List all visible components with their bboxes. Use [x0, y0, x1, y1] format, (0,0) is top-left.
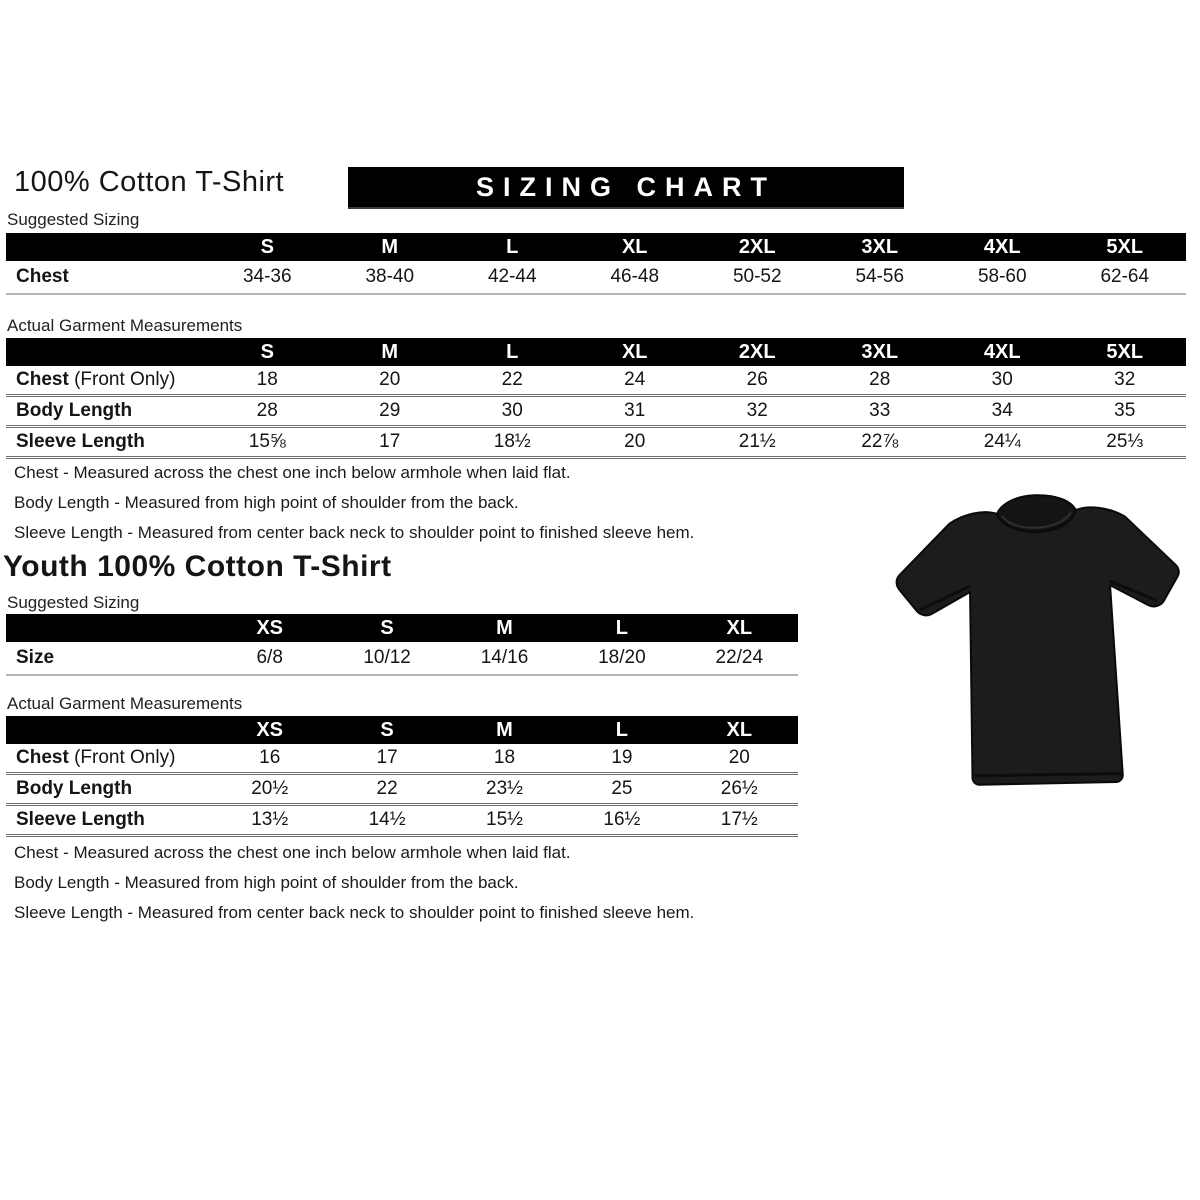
row-label: Chest	[16, 266, 69, 287]
note-body-length: Body Length - Measured from high point of shoulder from the back.	[14, 493, 519, 512]
youth-suggested-sizing-label: Suggested Sizing	[7, 593, 140, 612]
row-label: Size	[16, 647, 55, 668]
size-header-cell: 4XL	[983, 340, 1021, 363]
value-cell: 13½	[251, 809, 289, 830]
size-header-cell: 5XL	[1106, 235, 1144, 258]
value-cell: 32	[746, 400, 768, 421]
value-cell: 22⅞	[861, 431, 899, 452]
value-cell: 31	[624, 400, 646, 421]
value-cell: 28	[869, 369, 891, 390]
value-cell: 21½	[738, 431, 776, 452]
value-cell: 20	[728, 747, 750, 768]
value-cell: 25	[611, 778, 633, 799]
note-chest: Chest - Measured across the chest one inch below armhole when laid flat.	[14, 843, 571, 862]
size-header-cell: S	[260, 235, 274, 258]
black-tshirt-image	[884, 478, 1194, 813]
size-header-cell: 3XL	[861, 340, 899, 363]
size-header-cell: S	[380, 616, 394, 639]
value-cell: 38-40	[365, 266, 415, 287]
size-header-cell: S	[260, 340, 274, 363]
note-sleeve-length: Sleeve Length - Measured from center back neck to shoulder point to finished sleeve hem.	[14, 903, 695, 922]
size-header-cell: M	[381, 340, 399, 363]
table-row	[6, 261, 1186, 295]
youth-measurements-table	[6, 716, 798, 837]
size-header-cell: S	[380, 718, 394, 741]
adult-actual-measurements-label: Actual Garment Measurements	[7, 316, 243, 335]
size-header-cell: 4XL	[983, 235, 1021, 258]
value-cell: 35	[1114, 400, 1136, 421]
size-header-cell: L	[506, 235, 519, 258]
value-cell: 50-52	[732, 266, 782, 287]
adult-measurement-notes	[14, 458, 694, 548]
size-header-cell: M	[496, 718, 513, 741]
value-cell: 46-48	[610, 266, 660, 287]
size-header-cell: XL	[621, 235, 648, 258]
value-cell: 34	[991, 400, 1013, 421]
value-cell: 14½	[368, 809, 406, 830]
value-cell: 32	[1114, 369, 1136, 390]
size-header-cell: 2XL	[738, 235, 776, 258]
note-body-length: Body Length - Measured from high point of shoulder from the back.	[14, 873, 519, 892]
value-cell: 23½	[486, 778, 523, 799]
value-cell: 25⅓	[1106, 431, 1144, 452]
row-label: Sleeve Length	[16, 431, 145, 452]
size-header-cell: 5XL	[1106, 340, 1144, 363]
size-header-cell: XL	[726, 718, 753, 741]
value-cell: 18	[493, 747, 516, 768]
table-row	[6, 394, 1186, 425]
value-cell: 26½	[720, 778, 758, 799]
tshirt-graphic	[884, 478, 1194, 813]
value-cell: 26	[746, 369, 768, 390]
value-cell: 15⅝	[248, 431, 286, 452]
value-cell: 29	[379, 400, 401, 421]
table-header-row	[6, 233, 1186, 261]
value-cell: 20	[379, 369, 401, 390]
adult-measurements-table	[6, 338, 1186, 459]
table-header-row	[6, 716, 798, 744]
value-cell: 15½	[486, 809, 523, 830]
value-cell: 10/12	[363, 647, 411, 668]
value-cell: 22	[501, 369, 523, 390]
page-title: 100% Cotton T-Shirt	[14, 166, 285, 198]
size-header-cell: XL	[621, 340, 648, 363]
table-row	[6, 642, 798, 676]
row-label: Body Length	[16, 400, 133, 421]
table-row	[6, 772, 798, 803]
row-label: Chest (Front Only)	[16, 369, 176, 390]
value-cell: 18	[256, 369, 278, 390]
value-cell: 30	[991, 369, 1013, 390]
value-cell: 20	[624, 431, 646, 452]
youth-page-title: Youth 100% Cotton T-Shirt	[3, 550, 392, 583]
value-cell: 16	[259, 747, 281, 768]
size-header-cell: 2XL	[738, 340, 776, 363]
table-row	[6, 425, 1186, 456]
value-cell: 22	[376, 778, 398, 799]
row-label: Chest (Front Only)	[16, 747, 176, 768]
value-cell: 6/8	[256, 647, 283, 668]
value-cell: 33	[869, 400, 891, 421]
value-cell: 24¼	[983, 431, 1021, 452]
size-header-cell: 3XL	[861, 235, 899, 258]
row-label: Body Length	[16, 778, 133, 799]
size-header-cell: L	[615, 718, 628, 741]
value-cell: 19	[611, 747, 633, 768]
table-row	[6, 744, 798, 772]
note-chest: Chest - Measured across the chest one inch below armhole when laid flat.	[14, 463, 571, 482]
value-cell: 24	[624, 369, 646, 390]
youth-suggested-table	[6, 614, 798, 676]
adult-suggested-sizing-label: Suggested Sizing	[7, 210, 140, 229]
value-cell: 16½	[603, 809, 641, 830]
table-row	[6, 366, 1186, 394]
value-cell: 17½	[720, 809, 758, 830]
sizing-chart-banner: SIZING CHART	[348, 167, 904, 209]
size-header-cell: XS	[256, 718, 284, 741]
value-cell: 58-60	[977, 266, 1027, 287]
row-label: Sleeve Length	[16, 809, 145, 830]
note-sleeve-length: Sleeve Length - Measured from center back neck to shoulder point to finished sleeve hem.	[14, 523, 695, 542]
size-header-cell: L	[506, 340, 519, 363]
value-cell: 28	[256, 400, 278, 421]
value-cell: 17	[379, 431, 401, 452]
value-cell: 34-36	[242, 266, 292, 287]
size-header-cell: M	[496, 616, 513, 639]
size-header-cell: M	[381, 235, 399, 258]
size-header-cell: XS	[256, 616, 284, 639]
value-cell: 42-44	[487, 266, 537, 287]
value-cell: 17	[376, 747, 398, 768]
table-row	[6, 803, 798, 834]
value-cell: 62-64	[1100, 266, 1150, 287]
value-cell: 22/24	[715, 647, 764, 668]
youth-actual-measurements-label: Actual Garment Measurements	[7, 694, 243, 713]
table-header-row	[6, 338, 1186, 366]
value-cell: 18½	[493, 431, 531, 452]
value-cell: 54-56	[855, 266, 905, 287]
value-cell: 14/16	[480, 647, 529, 668]
value-cell: 18/20	[598, 647, 646, 668]
table-header-row	[6, 614, 798, 642]
value-cell: 30	[501, 400, 523, 421]
size-header-cell: XL	[726, 616, 753, 639]
youth-measurement-notes	[14, 838, 694, 928]
size-header-cell: L	[615, 616, 628, 639]
adult-suggested-table	[6, 233, 1186, 295]
value-cell: 20½	[251, 778, 289, 799]
